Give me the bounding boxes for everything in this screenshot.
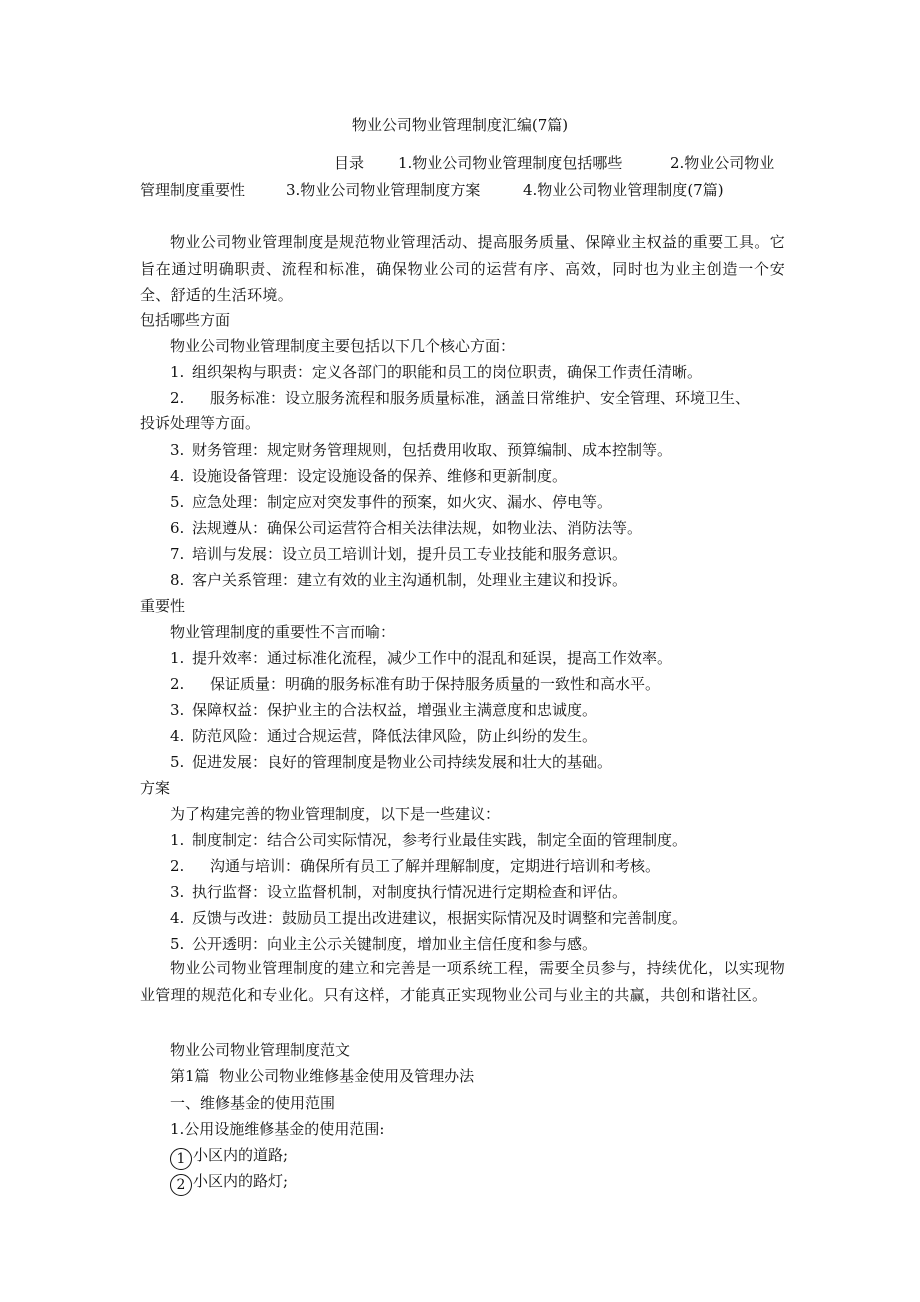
section-heading-scope: 包括哪些方面: [140, 311, 231, 329]
part-heading: 一、维修基金的使用范围: [170, 1094, 336, 1112]
section-lead: 为了构建完善的物业管理制度，以下是一些建议：: [170, 805, 501, 823]
list-item: 4. 反馈与改进：鼓励员工提出改进建议，根据实际情况及时调整和完善制度。: [170, 909, 688, 927]
list-item: 2. 服务标准：设立服务流程和服务质量标准，涵盖日常维护、安全管理、环境卫生、: [170, 389, 751, 407]
section-lead: 物业公司物业管理制度主要包括以下几个核心方面：: [170, 337, 516, 355]
toc-item-2[interactable]: 2.物业公司物业: [670, 154, 775, 172]
list-item: 3. 执行监督：设立监督机制，对制度执行情况进行定期检查和评估。: [170, 883, 628, 901]
toc-item-1[interactable]: 1.物业公司物业管理制度包括哪些: [398, 154, 623, 172]
list-item: 4. 防范风险：通过合规运营，降低法律风险，防止纠纷的发生。: [170, 727, 598, 745]
list-item: 3. 财务管理：规定财务管理规则，包括费用收取、预算编制、成本控制等。: [170, 441, 673, 459]
list-item: 2. 保证质量：明确的服务标准有助于保持服务质量的一致性和高水平。: [170, 675, 661, 693]
chapter-label: 第1篇: [170, 1067, 210, 1085]
list-item: 4. 设施设备管理：设定设施设备的保养、维修和更新制度。: [170, 467, 568, 485]
section-heading-importance: 重要性: [140, 597, 186, 615]
list-item-continuation: 投诉处理等方面。: [140, 414, 261, 432]
list-item: 1. 提升效率：通过标准化流程，减少工作中的混乱和延误，提高工作效率。: [170, 649, 673, 667]
scope-item: 1 小区内的道路;: [170, 1145, 288, 1170]
document-title: 物业公司物业管理制度汇编(7篇): [351, 116, 569, 134]
toc-item-2-cont[interactable]: 管理制度重要性: [140, 181, 246, 199]
circled-number: 1: [170, 1148, 192, 1170]
list-item: 5. 公开透明：向业主公示关键制度，增加业主信任度和参与感。: [170, 935, 598, 953]
list-item: 3. 保障权益：保护业主的合法权益，增强业主满意度和忠诚度。: [170, 701, 598, 719]
list-item: 5. 应急处理：制定应对突发事件的预案，如火灾、漏水、停电等。: [170, 493, 613, 511]
sample-heading: 物业公司物业管理制度范文: [170, 1041, 351, 1059]
list-item: 7. 培训与发展：设立员工培训计划，提升员工专业技能和服务意识。: [170, 545, 628, 563]
list-item: 1. 组织架构与职责：定义各部门的职能和员工的岗位职责，确保工作责任清晰。: [170, 363, 703, 381]
intro-paragraph: 物业公司物业管理制度是规范物业管理活动、提高服务质量、保障业主权益的重要工具。它旨在通过明确职责、流程和标准，确保物业公司的运营有序、高效，同时也为业主创造一个安全、舒适的生活环境。: [140, 233, 785, 304]
section-heading-plan: 方案: [140, 779, 171, 797]
toc-item-3[interactable]: 3.物业公司物业管理制度方案: [286, 181, 481, 199]
conclusion-paragraph: 物业公司物业管理制度的建立和完善是一项系统工程，需要全员参与，持续优化，以实现物业管理的规范化和专业化。只有这样，才能真正实现物业公司与业主的共赢，共创和谐社区。: [140, 959, 785, 1004]
list-item: 6. 法规遵从：确保公司运营符合相关法律法规，如物业法、消防法等。: [170, 519, 643, 537]
toc-label: 目录: [334, 154, 365, 172]
scope-item: 2 小区内的路灯;: [170, 1171, 288, 1196]
list-item: 2. 沟通与培训：确保所有员工了解并理解制度，定期进行培训和考核。: [170, 857, 661, 875]
list-item: 5. 促进发展：良好的管理制度是物业公司持续发展和壮大的基础。: [170, 753, 613, 771]
list-item: 1. 制度制定：结合公司实际情况，参考行业最佳实践，制定全面的管理制度。: [170, 831, 688, 849]
circled-number: 2: [170, 1174, 192, 1196]
list-item: 8. 客户关系管理：建立有效的业主沟通机制，处理业主建议和投诉。: [170, 571, 628, 589]
scope-heading: 1.公用设施维修基金的使用范围:: [170, 1120, 385, 1138]
toc-item-4[interactable]: 4.物业公司物业管理制度(7篇): [523, 181, 724, 199]
chapter-title: 物业公司物业维修基金使用及管理办法: [219, 1067, 475, 1085]
section-lead: 物业管理制度的重要性不言而喻：: [170, 623, 396, 641]
chapter-heading: [170, 1066, 474, 1086]
